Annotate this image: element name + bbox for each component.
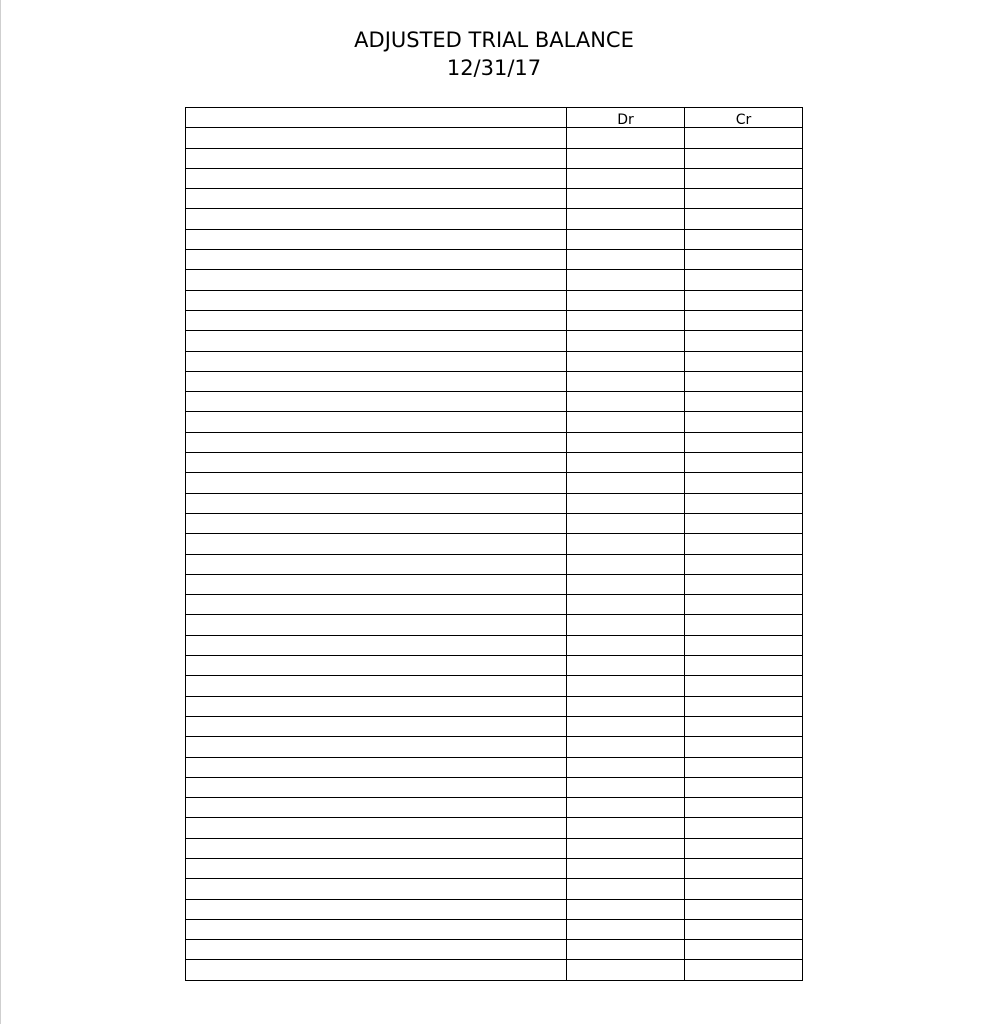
account-cell	[186, 919, 567, 939]
credit-cell	[685, 818, 803, 838]
account-cell	[186, 270, 567, 290]
debit-cell	[567, 290, 685, 310]
account-cell	[186, 899, 567, 919]
credit-cell	[685, 595, 803, 615]
account-cell	[186, 737, 567, 757]
credit-cell	[685, 270, 803, 290]
debit-cell	[567, 879, 685, 899]
credit-cell	[685, 453, 803, 473]
credit-cell	[685, 351, 803, 371]
credit-cell	[685, 168, 803, 188]
trial-balance-table	[185, 107, 803, 981]
credit-cell	[685, 473, 803, 493]
account-cell	[186, 777, 567, 797]
table-row	[186, 940, 803, 960]
debit-cell	[567, 148, 685, 168]
debit-cell	[567, 696, 685, 716]
debit-cell	[567, 371, 685, 391]
debit-cell	[567, 392, 685, 412]
credit-cell	[685, 310, 803, 330]
account-cell	[186, 940, 567, 960]
credit-cell	[685, 838, 803, 858]
credit-cell	[685, 696, 803, 716]
table-row	[186, 798, 803, 818]
debit-cell	[567, 737, 685, 757]
credit-cell	[685, 656, 803, 676]
credit-cell	[685, 757, 803, 777]
account-cell	[186, 960, 567, 980]
table-row	[186, 676, 803, 696]
account-cell	[186, 209, 567, 229]
table-row	[186, 696, 803, 716]
table-row	[186, 899, 803, 919]
debit-cell	[567, 250, 685, 270]
table-row	[186, 554, 803, 574]
table-row	[186, 331, 803, 351]
account-cell	[186, 757, 567, 777]
table-row	[186, 635, 803, 655]
account-cell	[186, 432, 567, 452]
credit-cell	[685, 858, 803, 878]
debit-cell	[567, 493, 685, 513]
debit-cell	[567, 595, 685, 615]
credit-cell	[685, 513, 803, 533]
credit-column-header: Cr	[685, 108, 803, 128]
table-row	[186, 209, 803, 229]
table-row	[186, 960, 803, 980]
debit-cell	[567, 757, 685, 777]
account-cell	[186, 635, 567, 655]
account-cell	[186, 290, 567, 310]
page-title: ADJUSTED TRIAL BALANCE	[354, 28, 634, 52]
debit-cell	[567, 656, 685, 676]
table-row	[186, 757, 803, 777]
debit-column-header: Dr	[567, 108, 685, 128]
table-row	[186, 615, 803, 635]
credit-cell	[685, 919, 803, 939]
debit-cell	[567, 838, 685, 858]
account-cell	[186, 879, 567, 899]
credit-cell	[685, 899, 803, 919]
debit-cell	[567, 209, 685, 229]
table-row	[186, 270, 803, 290]
debit-cell	[567, 635, 685, 655]
credit-cell	[685, 940, 803, 960]
debit-cell	[567, 554, 685, 574]
table-row	[186, 473, 803, 493]
debit-cell	[567, 676, 685, 696]
table-row	[186, 371, 803, 391]
account-cell	[186, 676, 567, 696]
debit-cell	[567, 412, 685, 432]
account-cell	[186, 574, 567, 594]
table-row	[186, 392, 803, 412]
table-row	[186, 574, 803, 594]
credit-cell	[685, 676, 803, 696]
credit-cell	[685, 392, 803, 412]
account-cell	[186, 371, 567, 391]
debit-cell	[567, 270, 685, 290]
debit-cell	[567, 716, 685, 736]
debit-cell	[567, 189, 685, 209]
debit-cell	[567, 473, 685, 493]
account-cell	[186, 310, 567, 330]
account-cell	[186, 696, 567, 716]
account-cell	[186, 351, 567, 371]
table-row	[186, 189, 803, 209]
debit-cell	[567, 858, 685, 878]
table-row	[186, 412, 803, 432]
debit-cell	[567, 940, 685, 960]
table-row	[186, 858, 803, 878]
table-row	[186, 919, 803, 939]
debit-cell	[567, 229, 685, 249]
account-cell	[186, 189, 567, 209]
account-column-header	[186, 108, 567, 128]
table-row	[186, 229, 803, 249]
account-cell	[186, 453, 567, 473]
account-cell	[186, 513, 567, 533]
credit-cell	[685, 798, 803, 818]
page-date: 12/31/17	[446, 56, 542, 80]
credit-cell	[685, 209, 803, 229]
account-cell	[186, 128, 567, 148]
account-cell	[186, 331, 567, 351]
table-row	[186, 168, 803, 188]
credit-cell	[685, 371, 803, 391]
credit-cell	[685, 493, 803, 513]
credit-cell	[685, 554, 803, 574]
table-row	[186, 128, 803, 148]
account-cell	[186, 798, 567, 818]
account-cell	[186, 615, 567, 635]
account-cell	[186, 250, 567, 270]
debit-cell	[567, 615, 685, 635]
table-row	[186, 351, 803, 371]
credit-cell	[685, 432, 803, 452]
table-row	[186, 290, 803, 310]
table-row	[186, 250, 803, 270]
account-cell	[186, 554, 567, 574]
page-left-edge	[0, 0, 1, 1024]
table-row	[186, 513, 803, 533]
table-row	[186, 148, 803, 168]
debit-cell	[567, 432, 685, 452]
debit-cell	[567, 168, 685, 188]
account-cell	[186, 412, 567, 432]
table-row	[186, 818, 803, 838]
debit-cell	[567, 899, 685, 919]
table-row	[186, 716, 803, 736]
credit-cell	[685, 879, 803, 899]
header-row	[186, 108, 803, 128]
credit-cell	[685, 148, 803, 168]
debit-cell	[567, 351, 685, 371]
account-cell	[186, 716, 567, 736]
debit-cell	[567, 574, 685, 594]
debit-cell	[567, 798, 685, 818]
account-cell	[186, 493, 567, 513]
account-cell	[186, 595, 567, 615]
debit-cell	[567, 534, 685, 554]
table-row	[186, 310, 803, 330]
credit-cell	[685, 574, 803, 594]
table-row	[186, 534, 803, 554]
account-cell	[186, 229, 567, 249]
debit-cell	[567, 960, 685, 980]
account-cell	[186, 534, 567, 554]
account-cell	[186, 473, 567, 493]
debit-cell	[567, 777, 685, 797]
table-row	[186, 432, 803, 452]
debit-cell	[567, 453, 685, 473]
credit-cell	[685, 615, 803, 635]
table-row	[186, 838, 803, 858]
account-cell	[186, 148, 567, 168]
credit-cell	[685, 960, 803, 980]
credit-cell	[685, 331, 803, 351]
debit-cell	[567, 128, 685, 148]
account-cell	[186, 168, 567, 188]
credit-cell	[685, 290, 803, 310]
table-row	[186, 493, 803, 513]
credit-cell	[685, 229, 803, 249]
debit-cell	[567, 818, 685, 838]
debit-cell	[567, 919, 685, 939]
table-row	[186, 737, 803, 757]
account-cell	[186, 656, 567, 676]
table-row	[186, 656, 803, 676]
credit-cell	[685, 189, 803, 209]
debit-cell	[567, 331, 685, 351]
credit-cell	[685, 128, 803, 148]
credit-cell	[685, 635, 803, 655]
account-cell	[186, 392, 567, 412]
table-row	[186, 879, 803, 899]
credit-cell	[685, 250, 803, 270]
credit-cell	[685, 412, 803, 432]
account-cell	[186, 838, 567, 858]
trial-balance-body	[186, 108, 803, 981]
account-cell	[186, 818, 567, 838]
table-row	[186, 595, 803, 615]
debit-cell	[567, 513, 685, 533]
debit-cell	[567, 310, 685, 330]
credit-cell	[685, 777, 803, 797]
credit-cell	[685, 737, 803, 757]
table-row	[186, 453, 803, 473]
credit-cell	[685, 534, 803, 554]
credit-cell	[685, 716, 803, 736]
account-cell	[186, 858, 567, 878]
table-row	[186, 777, 803, 797]
